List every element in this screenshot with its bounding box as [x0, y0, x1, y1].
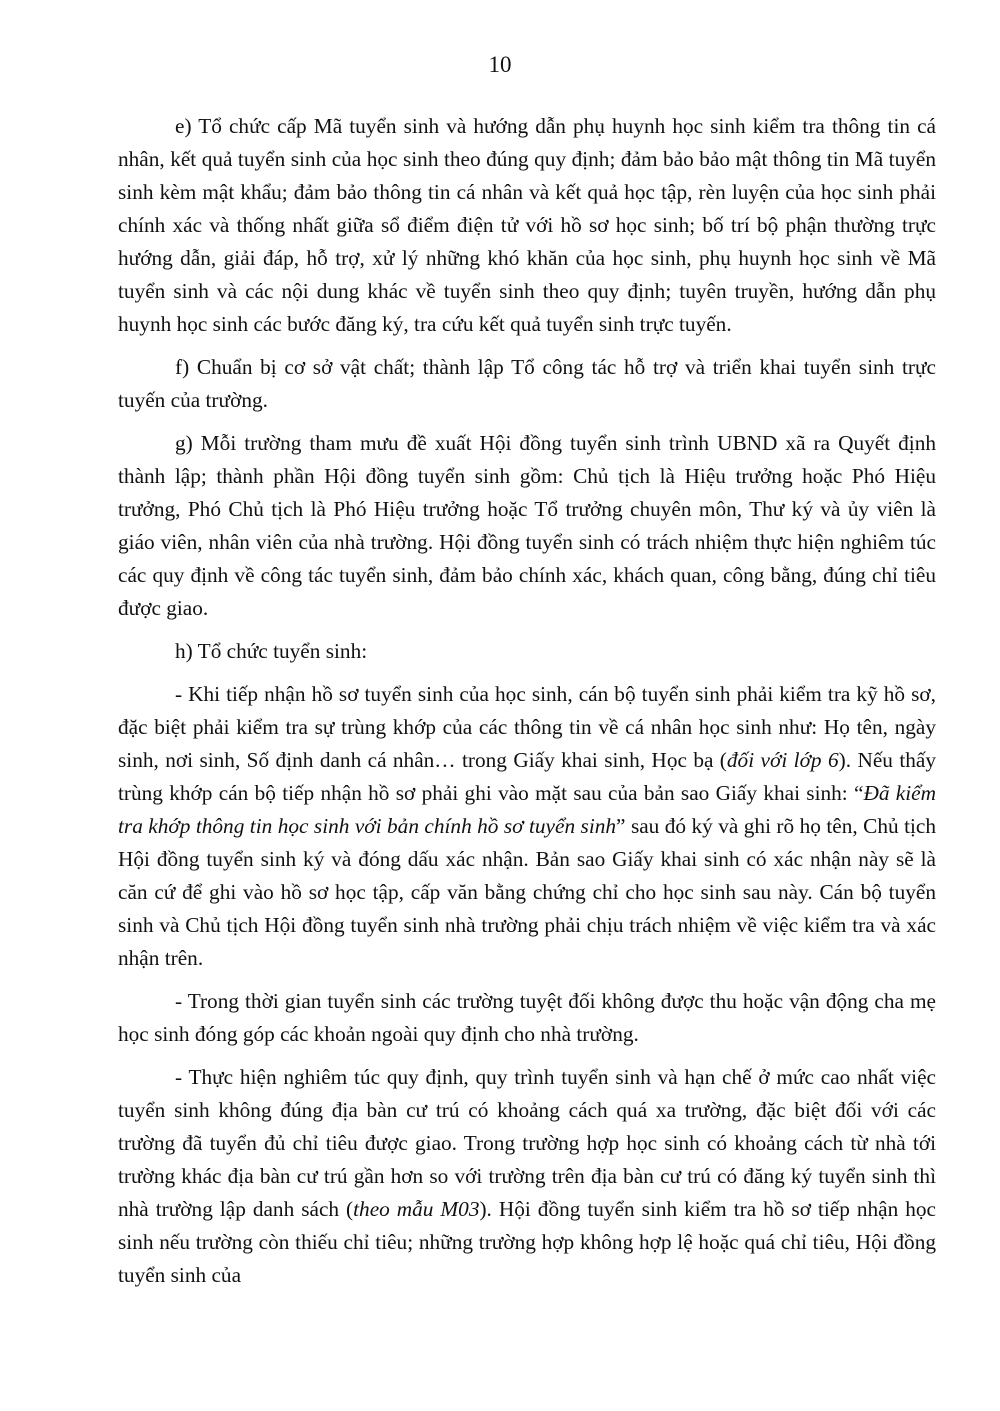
page-number: 10	[488, 52, 512, 77]
italic-quote: Đã kiểm tra khớp thông tin học sinh với bản chính hồ sơ tuyển sinh	[118, 781, 936, 838]
paragraph-h-item-1	[118, 678, 936, 975]
italic-text: theo mẫu M03	[353, 1197, 480, 1221]
paragraph-h: h) Tổ chức tuyển sinh:	[175, 639, 368, 663]
text-run: ). Hội đồng tuyển sinh kiểm tra hồ sơ tiếp nhận học sinh nếu trường còn thiếu chỉ tiêu; những trường hợp không hợp lệ hoặc quá chỉ tiêu, Hội đồng tuyển sinh của	[118, 1197, 936, 1287]
italic-text: đối với lớp 6	[726, 748, 839, 772]
document-body	[118, 110, 936, 1302]
paragraph-h-item-2: - Trong thời gian tuyển sinh các trường tuyệt đối không được thu hoặc vận động cha mẹ học sinh đóng góp các khoản ngoài quy định cho nhà trường.	[118, 989, 936, 1046]
paragraph-f: f) Chuẩn bị cơ sở vật chất; thành lập Tổ công tác hỗ trợ và triển khai tuyển sinh trực tuyến của trường.	[118, 355, 936, 412]
paragraph-g: g) Mỗi trường tham mưu đề xuất Hội đồng tuyển sinh trình UBND xã ra Quyết định thành lập; thành phần Hội đồng tuyển sinh gồm: Chủ tịch là Hiệu trưởng hoặc Phó Hiệu trưởng, Phó Chủ tịch là Phó Hiệu trưởng hoặc Tổ trưởng chuyên môn, Thư ký và ủy viên là giáo viên, nhân viên của nhà trường. Hội đồng tuyển sinh có trách nhiệm thực hiện nghiêm túc các quy định về công tác tuyển sinh, đảm bảo chính xác, khách quan, công bằng, đúng chỉ tiêu được giao.	[118, 431, 936, 620]
paragraph-e: e) Tổ chức cấp Mã tuyển sinh và hướng dẫn phụ huynh học sinh kiểm tra thông tin cá nhân, kết quả tuyển sinh của học sinh theo đúng quy định; đảm bảo bảo mật thông tin Mã tuyển sinh kèm mật khẩu; đảm bảo thông tin cá nhân và kết quả học tập, rèn luyện của học sinh phải chính xác và thống nhất giữa sổ điểm điện tử với hồ sơ học sinh; bố trí bộ phận thường trực hướng dẫn, giải đáp, hỗ trợ, xử lý những khó khăn của học sinh, phụ huynh học sinh về Mã tuyển sinh và các nội dung khác về tuyển sinh theo quy định; tuyên truyền, hướng dẫn phụ huynh học sinh các bước đăng ký, tra cứu kết quả tuyển sinh trực tuyến.	[118, 114, 936, 336]
text-run: - Thực hiện nghiêm túc quy định, quy trình tuyển sinh và hạn chế ở mức cao nhất việc tuyển sinh không đúng địa bàn cư trú có khoảng cách quá xa trường, đặc biệt đối với các trường đã tuyển đủ chỉ tiêu được giao. Trong trường hợp học sinh có khoảng cách từ nhà tới trường khác địa bàn cư trú gần hơn so với trường trên địa bàn cư trú có đăng ký tuyển sinh thì nhà trường lập danh sách (	[118, 1065, 936, 1221]
text-run: ). Nếu thấy trùng khớp cán bộ tiếp nhận hồ sơ phải ghi vào mặt sau của bản sao Giấy khai sinh: “	[118, 748, 936, 805]
paragraph-h-item-3	[118, 1061, 936, 1292]
text-run: - Khi tiếp nhận hồ sơ tuyển sinh của học sinh, cán bộ tuyển sinh phải kiểm tra kỹ hồ sơ, đặc biệt phải kiểm tra sự trùng khớp của các thông tin về cá nhân học sinh như: Họ tên, ngày sinh, nơi sinh, Số định danh cá nhân… trong Giấy khai sinh, Học bạ (	[118, 682, 936, 772]
text-run: ” sau đó ký và ghi rõ họ tên, Chủ tịch Hội đồng tuyển sinh ký và đóng dấu xác nhận. Bản sao Giấy khai sinh có xác nhận này sẽ là căn cứ để ghi vào hồ sơ học tập, cấp văn bằng chứng chỉ cho học sinh sau này. Cán bộ tuyển sinh và Chủ tịch Hội đồng tuyển sinh nhà trường phải chịu trách nhiệm về việc kiểm tra và xác nhận trên.	[118, 814, 936, 970]
